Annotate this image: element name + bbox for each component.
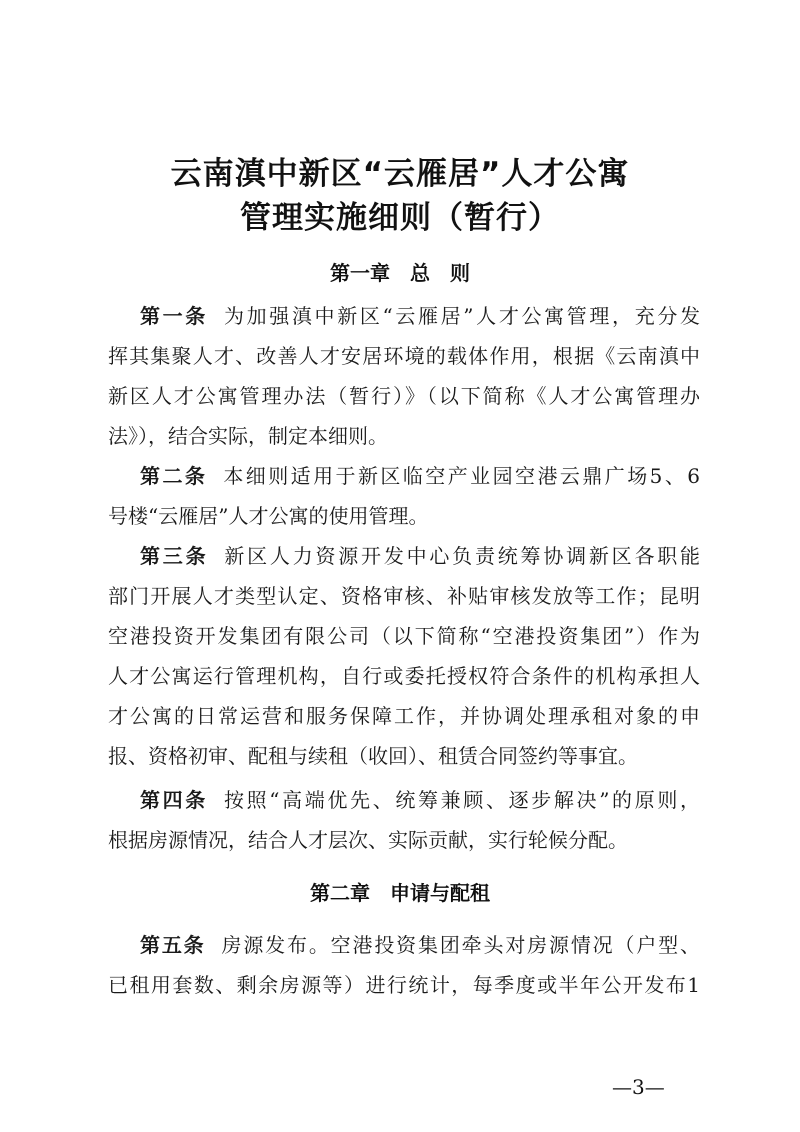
article-4-line-2: 根据房源情况，结合人才层次、实际贡献，实行轮候分配。	[108, 828, 628, 852]
article-4-text-1: 按照“高端优先、统筹兼顾、逐步解决”的原则，	[223, 788, 701, 812]
article-1-line-4: 法》），结合实际，制定本细则。	[108, 424, 388, 448]
page-number: —3—	[612, 1075, 665, 1099]
article-2-line-2: 号楼“云雁居”人才公寓的使用管理。	[108, 504, 429, 528]
chapter-heading-1: 第一章 总 则	[330, 261, 470, 285]
article-5-line-2: 已租用套数、剩余房源等）进行统计，每季度或半年公开发布1	[108, 973, 700, 997]
article-1-text-1: 为加强滇中新区“云雁居”人才公寓管理，充分发	[223, 304, 701, 328]
document-title-line-1: 云南滇中新区“云雁居”人才公寓	[170, 156, 630, 192]
document-title-line-2: 管理实施细则（暂行）	[240, 200, 560, 236]
article-5-label: 第五条	[140, 933, 206, 957]
article-3-line-6: 报、资格初审、配租与续租（收回）、租赁合同签约等事宜。	[108, 744, 638, 768]
article-2-label: 第二条	[140, 464, 208, 488]
article-5-text-1: 房源发布。空港投资集团牵头对房源情况（户型、	[221, 933, 700, 957]
article-1-line-2: 挥其集聚人才、改善人才安居环境的载体作用，根据《云南滇中	[108, 344, 700, 368]
article-4-label: 第四条	[140, 788, 208, 812]
article-1-line-1	[108, 303, 700, 329]
article-5-line-1	[108, 932, 700, 958]
article-1-label: 第一条	[140, 304, 208, 328]
article-2-text-1: 本细则适用于新区临空产业园空港云鼎广场5、6	[223, 464, 701, 488]
chapter-heading-2: 第二章 申请与配租	[310, 881, 490, 905]
article-3-line-1	[108, 543, 700, 569]
article-3-line-5: 才公寓的日常运营和服务保障工作，并协调处理承租对象的申	[108, 704, 700, 728]
article-4-line-1	[108, 787, 700, 813]
article-1-line-3: 新区人才公寓管理办法（暂行）》（以下简称《人才公寓管理办	[108, 384, 700, 408]
article-3-text-1: 新区人力资源开发中心负责统筹协调新区各职能	[224, 544, 701, 568]
article-2-line-1	[108, 463, 700, 489]
article-3-line-4: 人才公寓运行管理机构，自行或委托授权符合条件的机构承担人	[108, 664, 700, 688]
article-3-line-2: 部门开展人才类型认定、资格审核、补贴审核发放等工作；昆明	[108, 584, 700, 608]
article-3-label: 第三条	[140, 544, 209, 568]
article-3-line-3: 空港投资开发集团有限公司（以下简称“空港投资集团”）作为	[108, 624, 700, 648]
